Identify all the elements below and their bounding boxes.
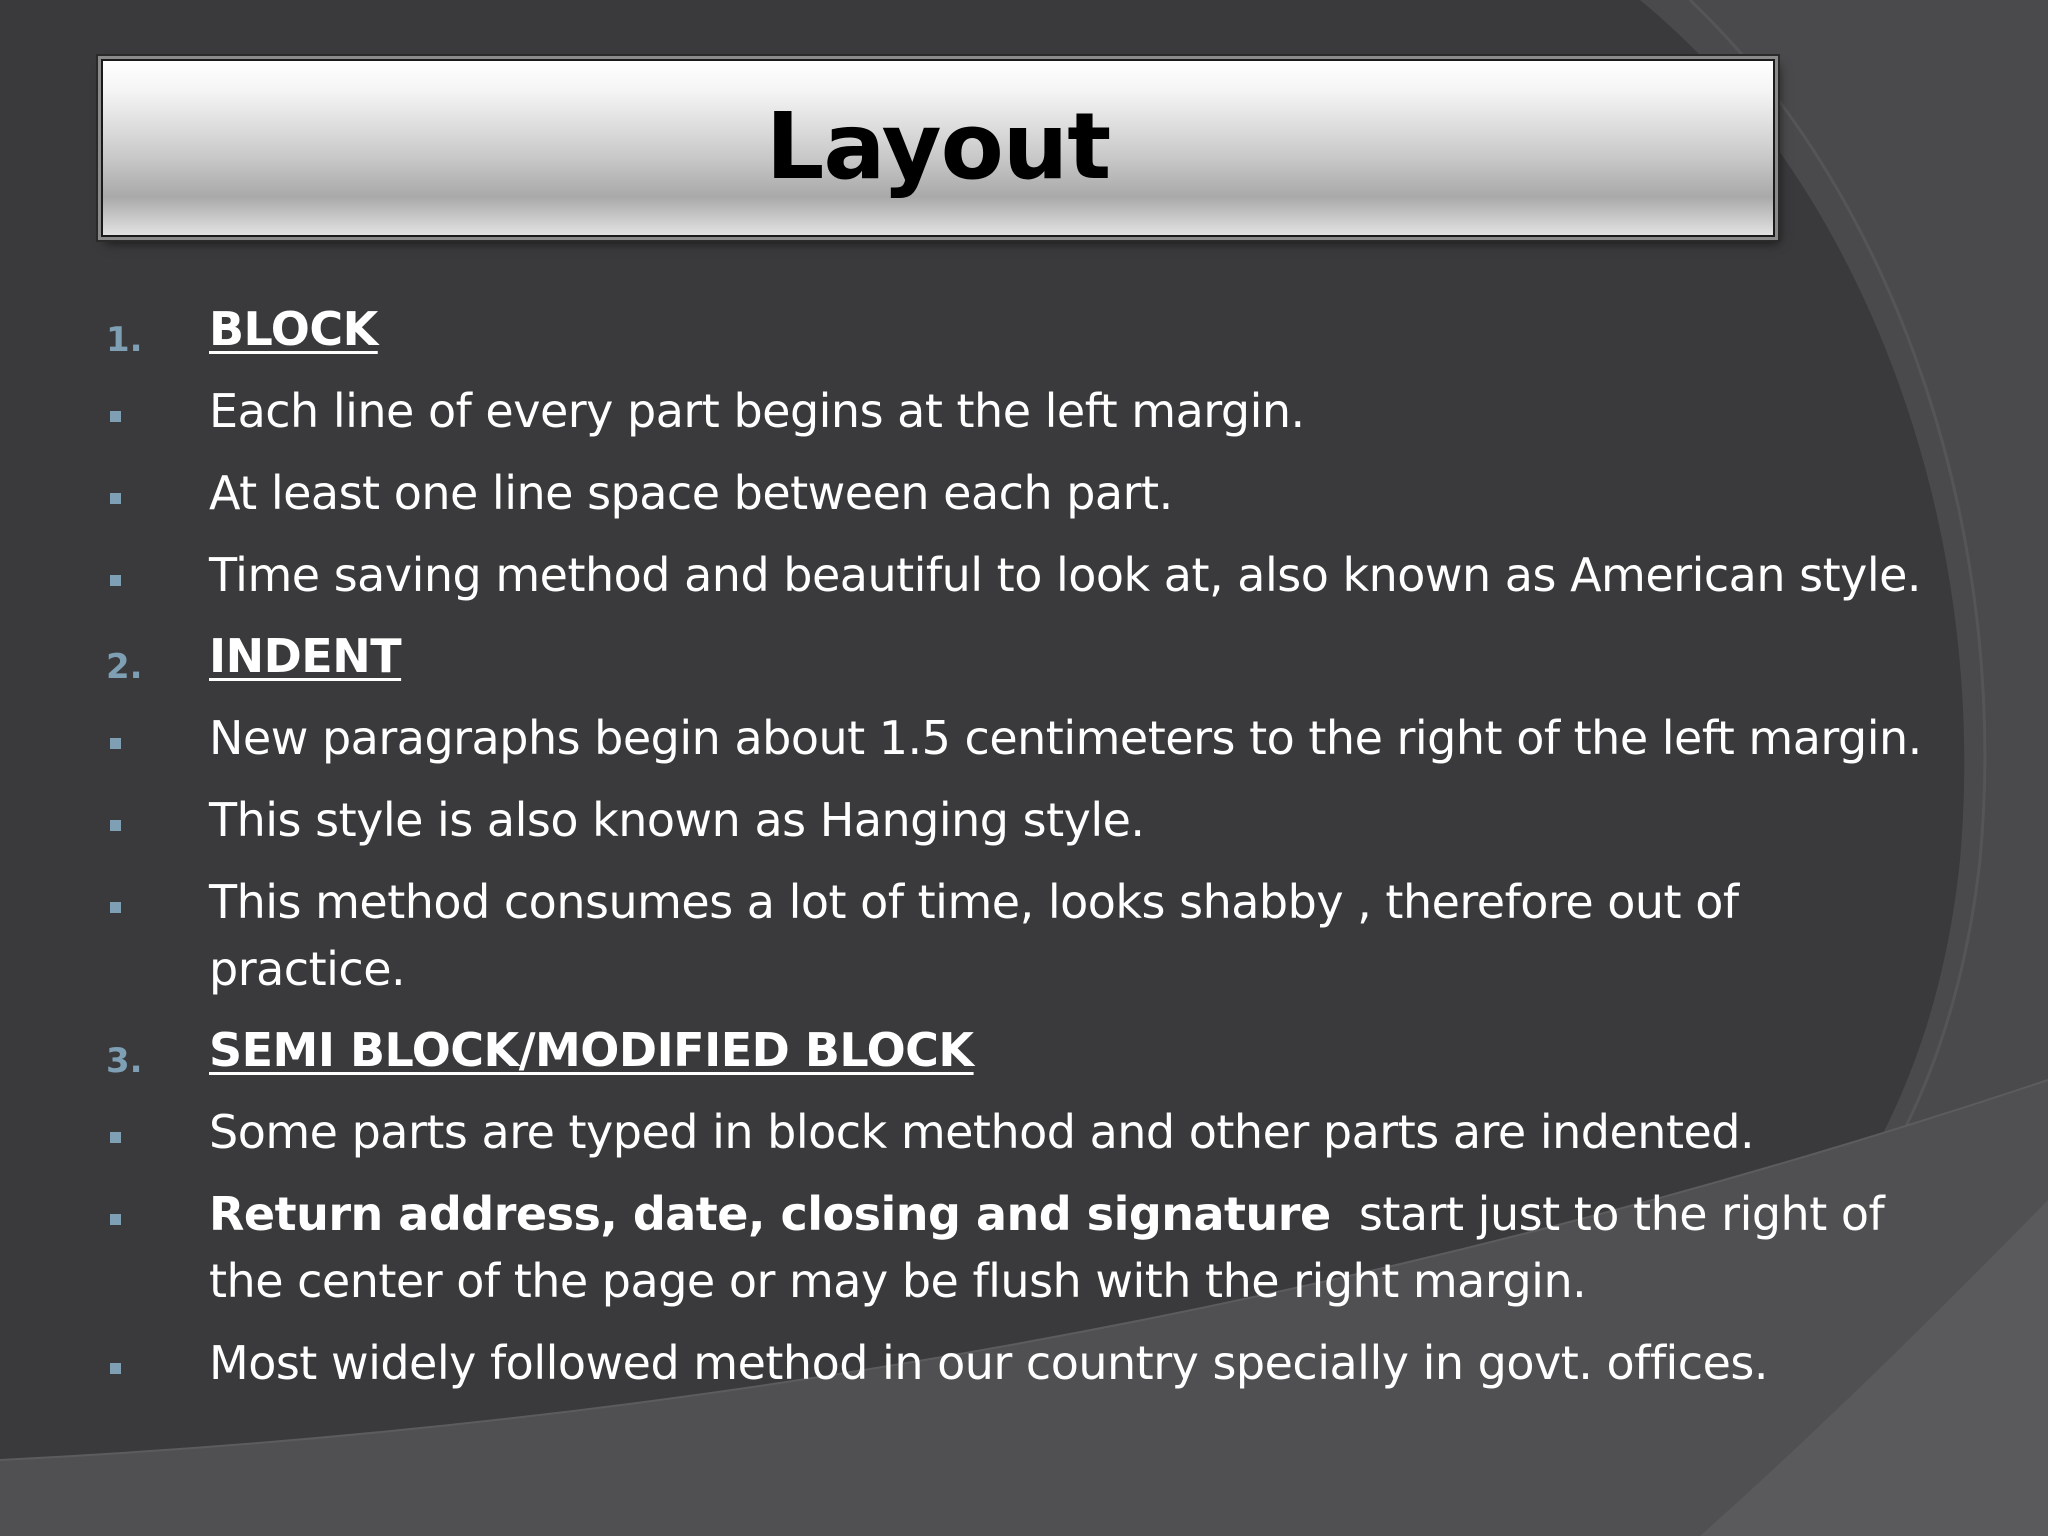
section-number: 1. xyxy=(106,320,143,360)
bullet-text: Some parts are typed in block method and other parts are indented. xyxy=(209,1105,1755,1159)
square-bullet-icon xyxy=(110,820,121,831)
section-heading-block xyxy=(106,296,2006,363)
bullet-item xyxy=(106,460,2006,527)
bullet-item xyxy=(106,378,2006,445)
section-heading-indent xyxy=(106,623,2006,690)
square-bullet-icon xyxy=(110,575,121,586)
bullet-item xyxy=(106,705,2006,772)
section-heading: INDENT xyxy=(209,629,402,683)
bullet-item xyxy=(106,542,2006,609)
bullet-item xyxy=(106,1099,2006,1166)
slide-title: Layout xyxy=(765,92,1111,200)
bullet-item xyxy=(106,1330,2006,1397)
slide-content xyxy=(0,296,2048,1397)
bullet-marker xyxy=(106,378,209,422)
square-bullet-icon xyxy=(110,1214,121,1225)
bullet-text: This style is also known as Hanging style. xyxy=(209,793,1145,847)
square-bullet-icon xyxy=(110,493,121,504)
bullet-marker xyxy=(106,460,209,504)
bullet-text: Most widely followed method in our country specially in govt. offices. xyxy=(209,1336,1768,1390)
square-bullet-icon xyxy=(110,1363,121,1374)
bullet-marker xyxy=(106,705,209,749)
bullet-marker xyxy=(106,869,209,913)
bullet-bold-text: Return address, date, closing and signature xyxy=(209,1187,1331,1241)
bullet-marker xyxy=(106,1330,209,1374)
square-bullet-icon xyxy=(110,411,121,422)
bullet-text: Each line of every part begins at the left margin. xyxy=(209,384,1305,438)
bullet-text xyxy=(209,1181,1969,1315)
section-heading-semi-block xyxy=(106,1017,2006,1084)
square-bullet-icon xyxy=(110,738,121,749)
square-bullet-icon xyxy=(110,1132,121,1143)
bullet-text: This method consumes a lot of time, looks shabby , therefore out of practice. xyxy=(209,875,1739,996)
square-bullet-icon xyxy=(110,902,121,913)
bullet-marker xyxy=(106,787,209,831)
bullet-marker xyxy=(106,542,209,586)
bullet-text: New paragraphs begin about 1.5 centimeters to the right of the left margin. xyxy=(209,711,1922,765)
section-heading: SEMI BLOCK/MODIFIED BLOCK xyxy=(209,1023,974,1077)
section-number: 2. xyxy=(106,647,143,687)
bullet-marker xyxy=(106,1181,209,1225)
bullet-text: At least one line space between each part. xyxy=(209,466,1173,520)
bullet-marker xyxy=(106,1099,209,1143)
bullet-item xyxy=(106,869,2006,1003)
bullet-item xyxy=(106,787,2006,854)
bullet-rest-text: start just to the right of the center of the page or may be flush with the right margin. xyxy=(209,1187,1899,1308)
title-banner xyxy=(101,59,1775,237)
bullet-text: Time saving method and beautiful to look at, also known as American style. xyxy=(209,548,1922,602)
bullet-item xyxy=(106,1181,2006,1315)
section-number: 3. xyxy=(106,1041,143,1081)
section-heading: BLOCK xyxy=(209,302,378,356)
